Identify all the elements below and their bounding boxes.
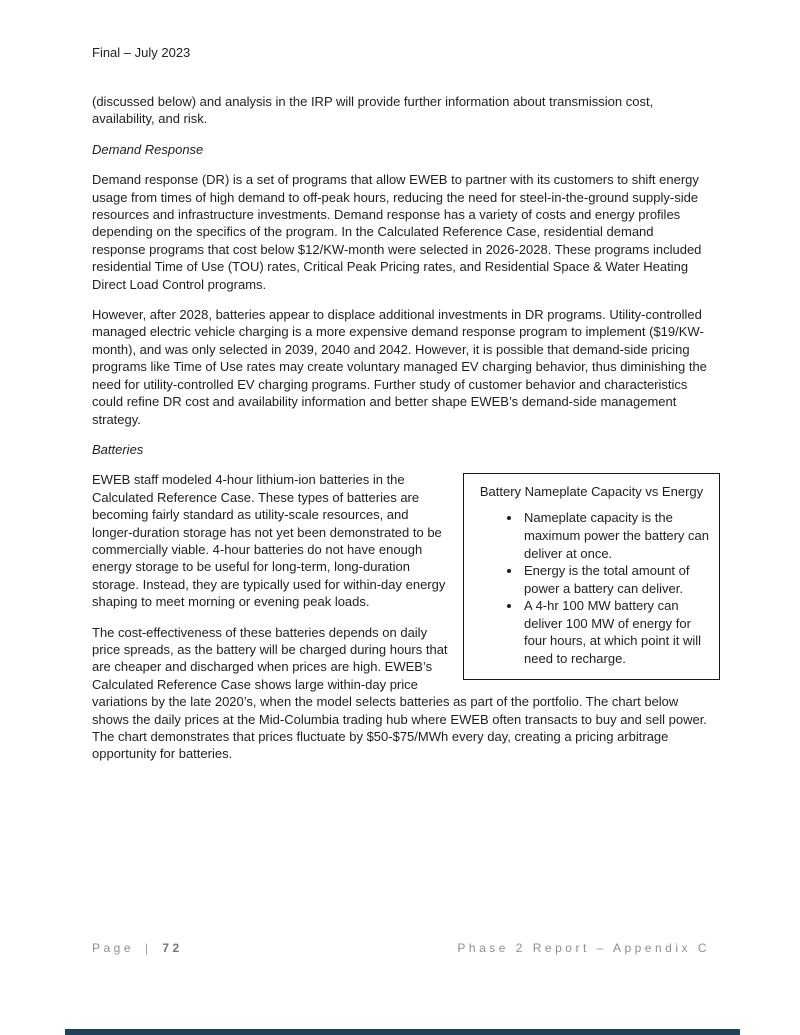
page-content	[92, 44, 708, 776]
next-element-top-edge	[65, 1029, 740, 1035]
page-number: 72	[162, 941, 183, 955]
page-footer	[92, 941, 710, 955]
callout-bullet-item: • Nameplate capacity is the maximum power the battery can deliver at once.	[522, 509, 713, 562]
intro-paragraph: (discussed below) and analysis in the IRP will provide further information about transmission cost, availability, and risk.	[92, 94, 654, 127]
callout-bullet-item: • Energy is the total amount of power a battery can deliver.	[522, 562, 713, 597]
footer-report-title: Phase 2 Report – Appendix C	[457, 941, 710, 955]
callout-bullet-item: • A 4-hr 100 MW battery can deliver 100 MW of energy for four hours, at which point it will need to recharge.	[522, 597, 713, 667]
demand-response-paragraph-1: Demand response (DR) is a set of programs that allow EWEB to partner with its customers to shift energy usage from times of high demand to off-peak hours, reducing the need for steel-in-the-ground supply-side resources and infrastructure investments. Demand response has a variety of costs and energy profiles depending on the specifics of the program. In the Calculated Reference Case, residential demand response programs that cost below $12/KW-month were selected in 2026-2028. These programs included residential Time of Use (TOU) rates, Critical Peak Pricing rates, and Residential Space & Water Heating Direct Load Control programs.	[92, 172, 702, 292]
callout-bullet-list	[470, 509, 713, 667]
demand-response-paragraph-2: However, after 2028, batteries appear to displace additional investments in DR programs. Utility-controlled managed electric vehicle charging is a more expensive demand response program to implement ($19/KW-month), and was only selected in 2039, 2040 and 2042. However, it is possible that demand-side pricing programs like Time of Use rates may create voluntary managed EV charging behavior, thus diminishing the need for utility-controlled EV charging programs. Further study of customer behavior and characteristics could refine DR cost and availability information and better shape EWEB’s demand-side management strategy.	[92, 307, 707, 427]
document-header: Final – July 2023	[92, 45, 191, 60]
footer-separator: |	[144, 941, 152, 955]
section-heading-demand-response: Demand Response	[92, 141, 204, 157]
footer-page-label: Page	[92, 941, 135, 955]
footer-page-indicator	[92, 941, 183, 955]
batteries-paragraph-1: EWEB staff modeled 4-hour lithium-ion batteries in the Calculated Reference Case. These types of batteries are becoming fairly standard as utility-scale resources, and longer-duration storage has not yet been demonstrated to be commercially viable. 4-hour batteries do not have enough energy storage to be useful for long-term, long-duration storage. Instead, they are typically used for within-day energy shaping to meet morning or evening peak loads.	[92, 472, 446, 610]
batteries-paragraph-2: The cost-effectiveness of these batteries depends on daily price spreads, as the battery will be charged during hours that are cheaper and discharged when prices are high. EWEB’s Calculated Reference Case shows large within-day price variations by the late 2020’s, when the model selects batteries as part of the portfolio. The chart below shows the daily prices at the Mid-Columbia trading hub where EWEB often transacts to buy and sell power. The chart demonstrates that prices fluctuate by $50-$75/MWh every day, creating a pricing arbitrage opportunity for batteries.	[92, 624, 707, 762]
battery-callout-box	[463, 473, 720, 679]
callout-box-title: Battery Nameplate Capacity vs Energy	[479, 484, 704, 500]
section-heading-batteries: Batteries	[92, 441, 144, 457]
